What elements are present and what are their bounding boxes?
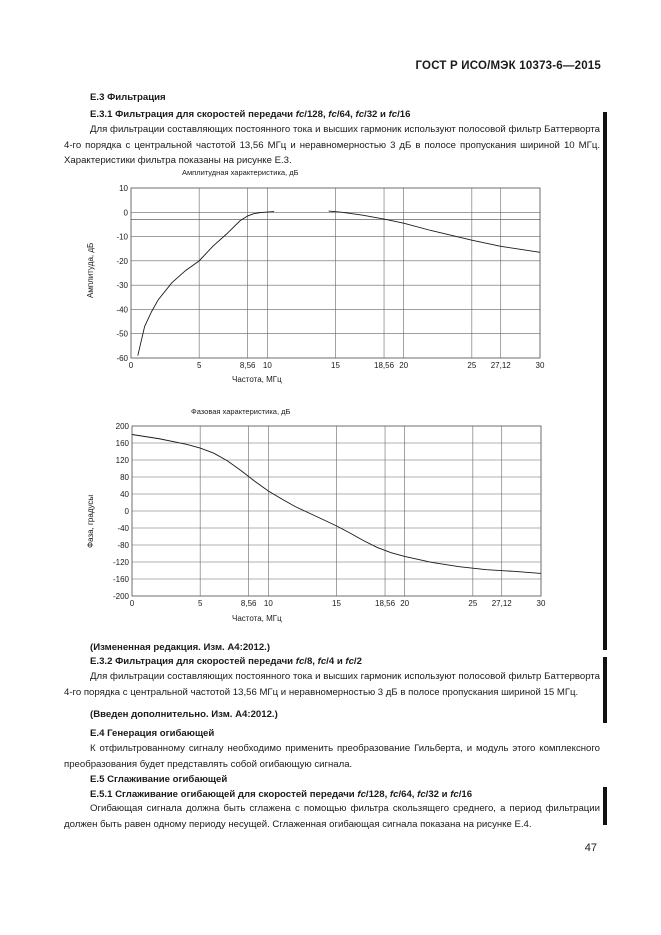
x-tick-label: 0 [129, 599, 135, 608]
amendment-note-2: (Введен дополнительно. Изм. А4:2012.) [90, 709, 278, 720]
amplitude-grid [131, 188, 540, 358]
x-tick-label: 8,56 [240, 599, 257, 608]
phase-chart-title: Фазовая характеристика, дБ [191, 407, 291, 416]
y-tick-label: 160 [115, 439, 129, 448]
x-tick-label: 30 [536, 599, 546, 608]
section-e31-text: Для фильтрации составляющих постоянного тока и высших гармоник используют полосовой фильтр Баттерворта 4-го порядка с центральной частотой 13,56 МГц и неравномерностью 3 дБ в полосе пропускания шириной 10 МГц. Характеристики фильтра показаны на рисунке E.3. [64, 124, 600, 166]
standard-header: ГОСТ Р ИСО/МЭК 10373-6—2015 [415, 60, 601, 72]
x-tick-label: 5 [197, 599, 203, 608]
x-tick-label: 10 [262, 361, 272, 370]
x-tick-label: 20 [400, 599, 410, 608]
section-e32-text: Для фильтрации составляющих постоянного тока и высших гармоник используют полосовой фильтр Баттерворта 4-го порядка с центральной частотой 13,56 МГц и неравномерностью 3 дБ в полосе пропускания шириной 15 МГц. [64, 671, 600, 698]
y-tick-label: -60 [116, 354, 128, 363]
y-tick-label: 200 [115, 422, 129, 431]
change-bar-2 [603, 657, 607, 723]
section-e32-title: E.3.2 Фильтрация для скоростей передачи fc/8, fc/4 и fc/2 [90, 656, 362, 667]
y-tick-label: -80 [117, 541, 129, 550]
change-bar-3 [603, 787, 607, 825]
x-tick-label: 18,56 [375, 599, 396, 608]
y-tick-label: -30 [116, 281, 128, 291]
section-e4-title: E.4 Генерация огибающей [90, 728, 215, 739]
x-tick-label: 27,12 [491, 599, 512, 608]
series-line [329, 211, 540, 252]
section-e51-text: Огибающая сигнала должна быть сглажена с помощью фильтра скользящего среднего, а период фильтрации должен быть равен одному периоду несущей. Сглаженная огибающая сигнала показана на рисунке E.4. [64, 803, 600, 830]
x-tick-label: 30 [535, 361, 545, 370]
y-tick-label: 40 [120, 490, 129, 499]
x-tick-label: 5 [196, 361, 202, 370]
x-tick-label: 0 [128, 361, 134, 370]
amendment-note-1: (Измененная редакция. Изм. А4:2012.) [90, 642, 271, 653]
section-e51-title: E.5.1 Сглаживание огибающей для скоростей передачи fc/128, fc/64, fc/32 и fc/16 [90, 789, 473, 800]
x-tick-label: 15 [331, 361, 340, 370]
page-number: 47 [584, 842, 597, 854]
x-tick-label: 8,56 [239, 361, 256, 370]
section-e4-text: К отфильтрованному сигналу необходимо применить преобразование Гильберта, и модуль этого комплексного преобразования будет представлять собой огибающую сигнала. [64, 743, 600, 770]
amplitude-y-label: Амплитуда, дБ [86, 242, 95, 298]
x-tick-label: 25 [468, 599, 478, 608]
amplitude-ticks [116, 184, 545, 370]
phase-x-label: Частота, МГц [232, 614, 282, 623]
y-tick-label: 0 [123, 208, 128, 218]
y-tick-label: -120 [112, 558, 129, 567]
x-tick-label: 15 [332, 599, 341, 608]
y-tick-label: -50 [116, 329, 128, 339]
phase-ticks [113, 422, 546, 608]
section-e5-title: E.5 Сглаживание огибающей [90, 774, 228, 785]
amplitude-chart-title: Амплитудная характеристика, дБ [182, 168, 299, 177]
section-e3-title: E.3 Фильтрация [90, 92, 166, 103]
amplitude-chart [60, 165, 560, 390]
y-tick-label: -10 [116, 232, 128, 242]
x-tick-label: 25 [467, 361, 477, 370]
x-tick-label: 18,56 [374, 361, 395, 370]
y-tick-label: -160 [112, 575, 129, 584]
phase-chart [60, 403, 560, 628]
change-bar [603, 112, 607, 650]
x-tick-label: 20 [399, 361, 409, 370]
phase-y-label: Фаза, градусы [86, 494, 95, 548]
y-tick-label: 0 [124, 507, 129, 516]
y-tick-label: -40 [117, 524, 129, 533]
phase-grid [132, 426, 541, 596]
y-tick-label: 10 [119, 184, 128, 193]
amplitude-x-label: Частота, МГц [232, 375, 282, 384]
section-e31-title: E.3.1 Фильтрация для скоростей передачи fc/128, fc/64, fc/32 и fc/16 [90, 109, 411, 120]
y-tick-label: 80 [120, 473, 129, 482]
y-tick-label: -200 [112, 592, 129, 601]
x-tick-label: 10 [263, 599, 273, 608]
y-tick-label: -40 [116, 305, 128, 315]
y-tick-label: -20 [116, 256, 128, 266]
y-tick-label: 120 [115, 456, 129, 465]
x-tick-label: 27,12 [490, 361, 511, 370]
